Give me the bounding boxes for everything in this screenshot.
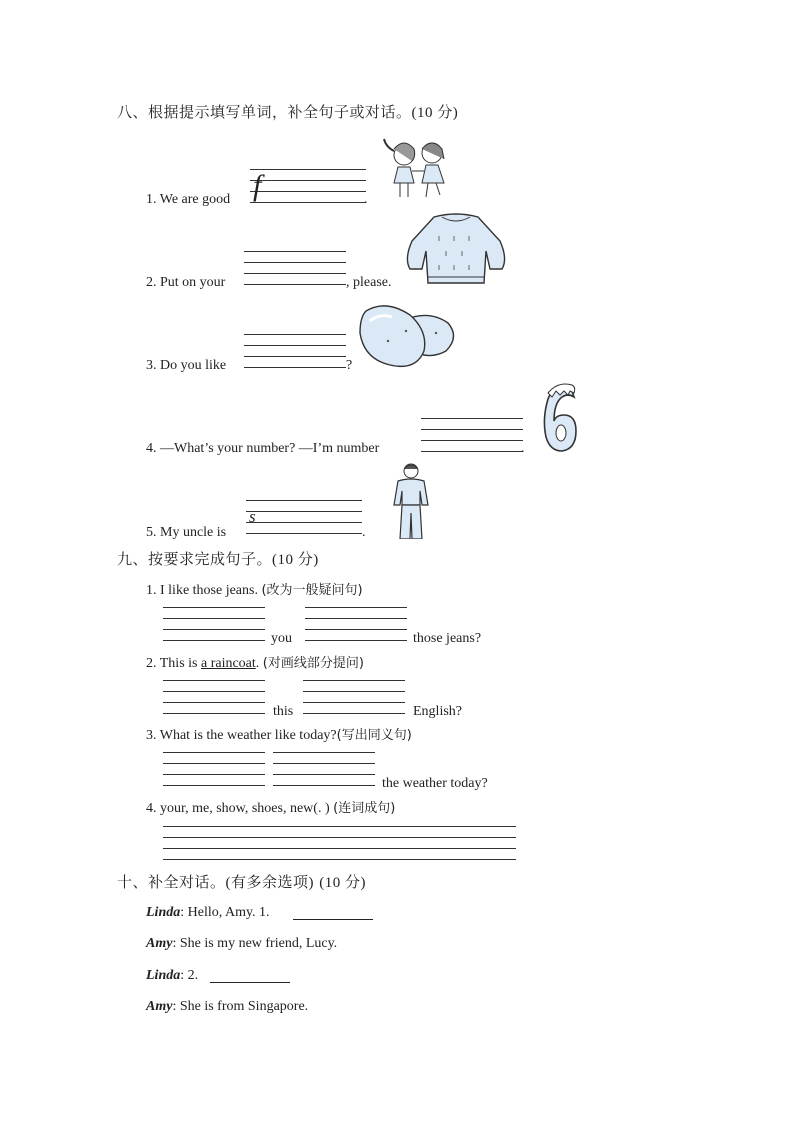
s9-q2-mid: this xyxy=(273,704,294,719)
dialogue-line-2 xyxy=(146,936,337,952)
s8-q1-end: . xyxy=(364,192,368,207)
s9-q4-prompt xyxy=(146,801,395,817)
s9-q2-prompt xyxy=(146,656,364,672)
section9-title xyxy=(117,550,319,569)
dialogue-speaker: Amy xyxy=(146,936,173,951)
section10-note: (有多余选项) xyxy=(225,875,315,891)
dialogue-blank-1[interactable] xyxy=(293,919,373,920)
s8-q1-writing-lines[interactable] xyxy=(250,169,366,203)
s9-q2-blank-2[interactable] xyxy=(303,680,405,714)
s9-q1-mid: you xyxy=(271,631,292,646)
s9-q3-sentence: 3. What is the weather like today? xyxy=(146,728,337,743)
potatoes-picture xyxy=(358,301,458,373)
friends-picture xyxy=(374,135,454,205)
s8-q3-text: 3. Do you like xyxy=(146,358,227,373)
section10-score: (10 分) xyxy=(319,875,367,891)
number-six-picture xyxy=(540,379,580,455)
man-picture xyxy=(388,461,434,539)
s9-q1-blank-2[interactable] xyxy=(305,607,407,641)
dialogue-text: : 2. xyxy=(180,968,199,983)
s8-q1-hint-letter: f xyxy=(253,169,262,202)
s8-q2-end: , please. xyxy=(346,275,392,290)
dialogue-speaker: Linda xyxy=(146,968,181,983)
s9-q3-blank-2[interactable] xyxy=(273,752,375,786)
s9-q4-words: 4. your, me, show, shoes, new(. ) xyxy=(146,801,330,816)
section10-title-text: 十、补全对话。 xyxy=(117,873,226,891)
s8-q1-text: 1. We are good xyxy=(146,192,231,207)
dialogue-text: : Hello, Amy. 1. xyxy=(180,905,270,920)
s8-q3-end: ? xyxy=(346,358,353,373)
sweater-picture xyxy=(404,211,508,289)
section8-title xyxy=(117,103,458,122)
dialogue-text: : She is my new friend, Lucy. xyxy=(172,936,338,951)
s9-q2-underlined-part: a raincoat xyxy=(200,656,256,671)
s9-q1-prompt xyxy=(146,583,363,599)
s8-q2-writing-lines[interactable] xyxy=(244,251,346,285)
s8-q4-text: 4. —What’s your number? —I’m number xyxy=(146,441,380,456)
s9-q3-prompt xyxy=(146,728,412,744)
s9-q2-sentence-a: 2. This is xyxy=(146,656,198,671)
dialogue-line-4 xyxy=(146,999,308,1015)
s9-q2-end: English? xyxy=(413,704,462,719)
section9-title-text: 九、按要求完成句子。 xyxy=(117,550,273,568)
s9-q3-end: the weather today? xyxy=(382,776,488,791)
dialogue-blank-2[interactable] xyxy=(210,982,290,983)
s8-q3-writing-lines[interactable] xyxy=(244,334,346,368)
s8-q4-end: . xyxy=(521,441,525,456)
section8-score: (10 分) xyxy=(411,105,459,121)
s8-q5-hint-letter: s xyxy=(249,507,256,526)
dialogue-text: : She is from Singapore. xyxy=(172,999,309,1014)
s8-q5-text: 5. My uncle is xyxy=(146,525,227,540)
s9-q2-sentence-b: . xyxy=(255,656,260,671)
section10-title xyxy=(117,873,366,892)
s9-q2-blank-1[interactable] xyxy=(163,680,265,714)
s9-q3-instruction: (写出同义句) xyxy=(336,728,412,743)
dialogue-speaker: Linda xyxy=(146,905,181,920)
s8-q4-writing-lines[interactable] xyxy=(421,418,523,452)
s8-q5-end: . xyxy=(362,525,366,540)
s8-q5-writing-lines[interactable] xyxy=(246,500,362,534)
s9-q1-instruction: (改为一般疑问句) xyxy=(261,583,363,598)
s9-q4-answer-lines[interactable] xyxy=(163,826,516,860)
s8-q2-text: 2. Put on your xyxy=(146,275,226,290)
s9-q4-instruction: (连词成句) xyxy=(333,801,396,816)
s9-q2-instruction: (对画线部分提问) xyxy=(262,656,364,671)
s9-q1-sentence: 1. I like those jeans. xyxy=(146,583,258,598)
s9-q1-blank-1[interactable] xyxy=(163,607,265,641)
s9-q3-blank-1[interactable] xyxy=(163,752,265,786)
dialogue-line-3 xyxy=(146,968,198,984)
section9-score: (10 分) xyxy=(272,552,319,568)
s9-q1-end: those jeans? xyxy=(413,631,482,646)
section8-title-text: 八、根据提示填写单词，补全句子或对话。 xyxy=(117,103,412,121)
dialogue-speaker: Amy xyxy=(146,999,173,1014)
dialogue-line-1 xyxy=(146,905,270,921)
